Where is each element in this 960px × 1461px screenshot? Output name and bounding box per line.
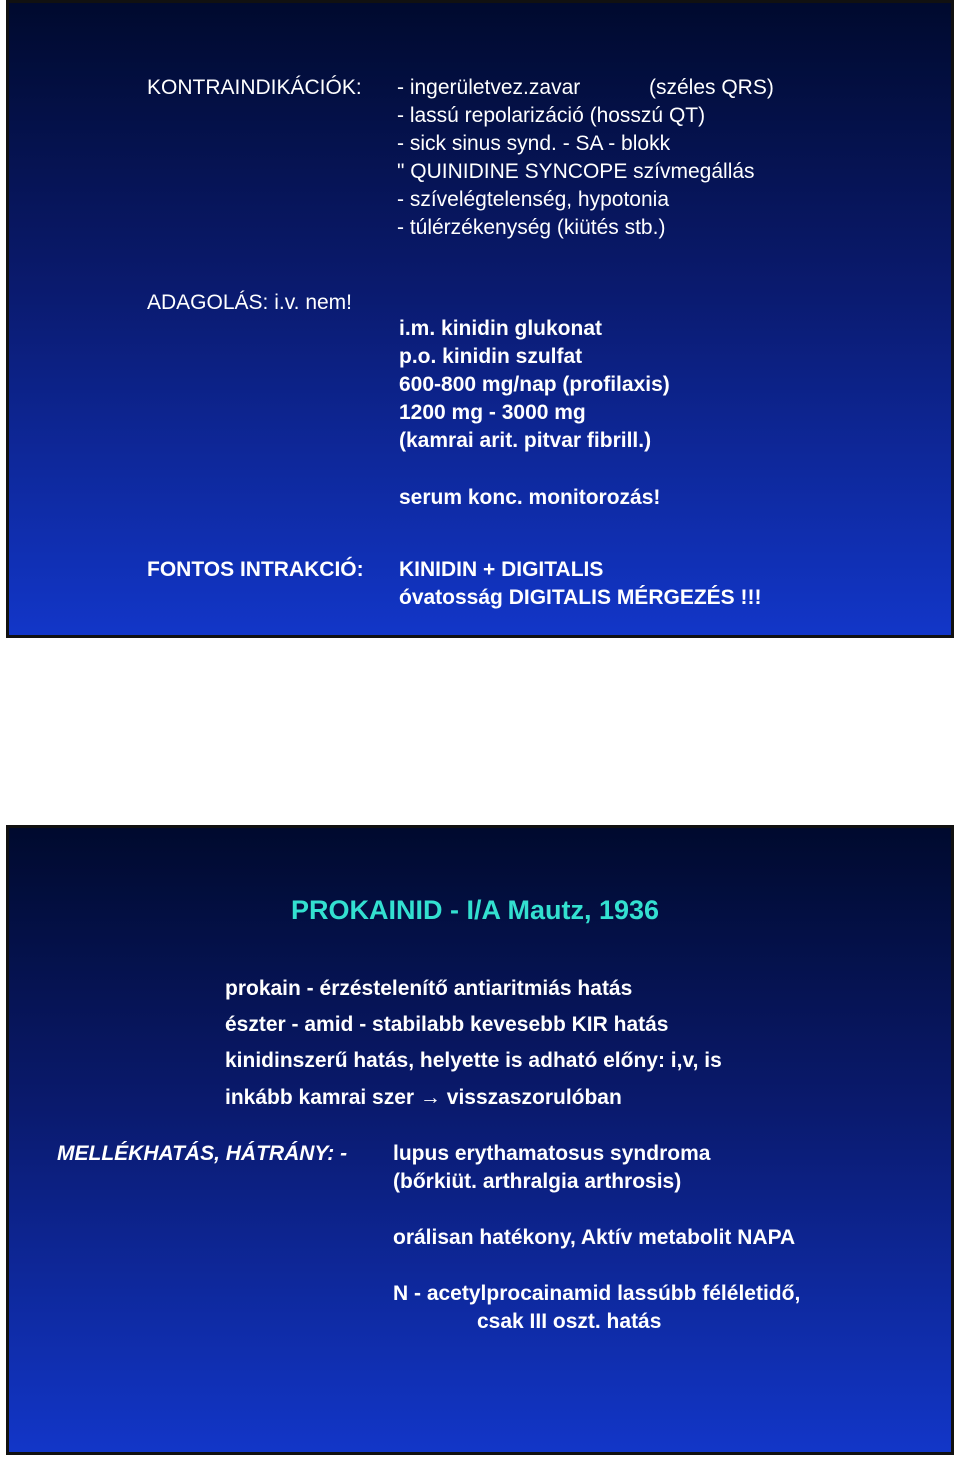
point-item: észter - amid - stabilabb kevesebb KIR hatás (225, 1013, 669, 1036)
side-effect-item: lupus erythamatosus syndroma (393, 1142, 711, 1165)
slide-title: PROKAINID - I/A Mautz, 1936 (291, 895, 660, 925)
contraindication-item: - túlérzékenység (kiütés stb.) (397, 216, 666, 239)
dosage-item: 1200 mg - 3000 mg (399, 401, 586, 424)
oral-note: orálisan hatékony, Aktív metabolit NAPA (393, 1226, 796, 1249)
dosage-item: (kamrai arit. pitvar fibrill.) (399, 429, 652, 452)
contraindication-item: - sick sinus synd. - SA - blokk (397, 132, 671, 155)
side-effect-item: (bőrkiüt. arthralgia arthrosis) (393, 1170, 682, 1193)
point-item: kinidinszerű hatás, helyette is adható előny: i,v, is (225, 1049, 722, 1072)
contraindication-item: - ingerületvez.zavar (397, 76, 581, 99)
napa-line: N - acetylprocainamid lassúbb féléletidő, (393, 1282, 801, 1305)
contraindication-item-note: (széles QRS) (649, 76, 774, 99)
dosage-item: i.m. kinidin glukonat (399, 317, 603, 340)
slide-quinidine (6, 0, 954, 638)
interaction-item: óvatosság DIGITALIS MÉRGEZÉS !!! (399, 586, 762, 609)
contraindication-item: - szívelégtelenség, hypotonia (397, 188, 670, 211)
point-item: inkább kamrai szer → visszaszorulóban (225, 1086, 622, 1109)
dosage-label: ADAGOLÁS: i.v. nem! (147, 291, 353, 314)
monitor-note: serum konc. monitorozás! (399, 486, 661, 509)
contraindication-item: - lassú repolarizáció (hosszú QT) (397, 104, 706, 127)
contraindication-item: " QUINIDINE SYNCOPE szívmegállás (397, 160, 755, 183)
napa-line: csak III oszt. hatás (477, 1310, 662, 1333)
point-item: prokain - érzéstelenítő antiaritmiás hatás (225, 977, 633, 1000)
dosage-item: 600-800 mg/nap (profilaxis) (399, 373, 670, 396)
interaction-item: KINIDIN + DIGITALIS (399, 558, 604, 581)
dosage-item: p.o. kinidin szulfat (399, 345, 583, 368)
contraindications-label: KONTRAINDIKÁCIÓK: (147, 76, 362, 99)
slide-procainamide (6, 825, 954, 1455)
interaction-label: FONTOS INTRAKCIÓ: (147, 558, 364, 581)
side-effects-label: MELLÉKHATÁS, HÁTRÁNY: - (57, 1142, 348, 1165)
